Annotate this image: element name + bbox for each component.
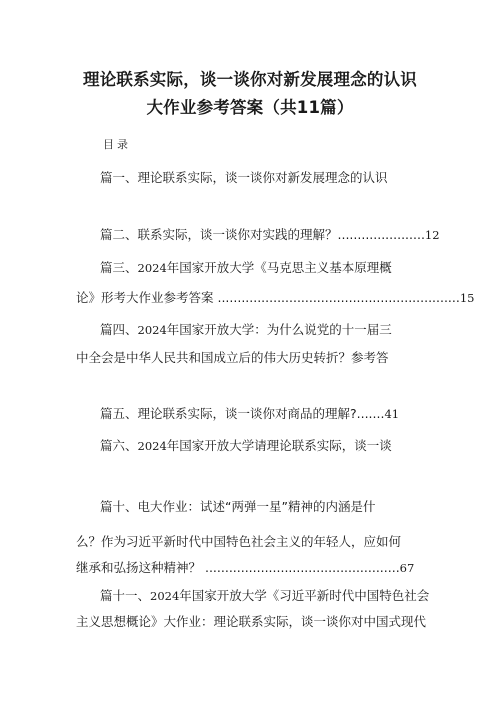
toc-page-number: 67 [399,561,415,575]
toc-entry-year: 2024 [137,439,167,453]
toc-entry-text: 主义思想概论》大作业：理论联系实际，谈一谈你对中国式现代 [76,614,427,629]
toc-entry-text: 年国家开放大学《习近平新时代中国特色社会 [179,588,430,603]
toc-entry-11[interactable] [100,586,429,604]
toc-entry-text: 篇五、理论联系实际，谈一谈你对商品的理解?....... [100,406,385,421]
toc-entry-5[interactable] [100,404,399,422]
toc-entry-text: 论》形考大作业参考答案 ............................................................. [76,290,460,305]
toc-entry-3-continuation[interactable] [76,288,475,306]
toc-entry-text: 年国家开放大学《马克思主义基本原理概 [166,260,392,275]
document-title-line-2: 大作业参考答案（共11篇） [146,98,354,117]
toc-entry-year: 2024 [137,323,167,337]
toc-entry-1[interactable] [100,168,388,186]
document-title-line-1: 理论联系实际，谈一谈你对新发展理念的认识 [83,70,417,89]
toc-entry-text: 篇四、 [100,322,138,337]
toc-entry-4-continuation[interactable] [76,348,389,366]
toc-entry-text: 篇一、理论联系实际，谈一谈你对新发展理念的认识 [100,170,388,185]
toc-entry-year: 2024 [137,261,167,275]
toc-entry-text: 年国家开放大学：为什么说党的十一届三 [166,322,392,337]
toc-entry-10[interactable] [100,497,375,515]
toc-entry-3[interactable] [100,258,392,276]
toc-entry-10-continuation-2[interactable] [76,558,414,576]
toc-entry-text: 继承和弘扬这种精神？ ................................................. [76,560,400,575]
toc-page-number: 15 [459,291,475,305]
toc-entry-text: 篇二、联系实际，谈一谈你对实践的理解？...................... [100,227,425,242]
toc-entry-6[interactable] [100,436,392,454]
toc-entry-year: 2024 [150,589,180,603]
toc-heading: 目录 [103,138,131,151]
toc-entry-text: 篇十一、 [100,588,151,603]
toc-entry-10-continuation-1[interactable] [76,532,401,550]
toc-entry-4[interactable] [100,320,392,338]
toc-page-number: 12 [424,228,440,242]
toc-entry-text: 篇十、电大作业：试述“两弹一星”精神的内涵是什 [100,499,376,514]
toc-entry-2[interactable] [100,225,440,243]
toc-entry-text: 么？作为习近平新时代中国特色社会主义的年轻人，应如何 [76,534,402,549]
toc-entry-text: 篇六、 [100,438,138,453]
toc-entry-text: 中全会是中华人民共和国成立后的伟大历史转折？参考答 [76,350,389,365]
toc-entry-11-continuation[interactable] [76,612,426,630]
toc-entry-text: 篇三、 [100,260,138,275]
toc-entry-text: 年国家开放大学请理论联系实际，谈一谈 [166,438,392,453]
toc-page-number: 41 [384,407,400,421]
